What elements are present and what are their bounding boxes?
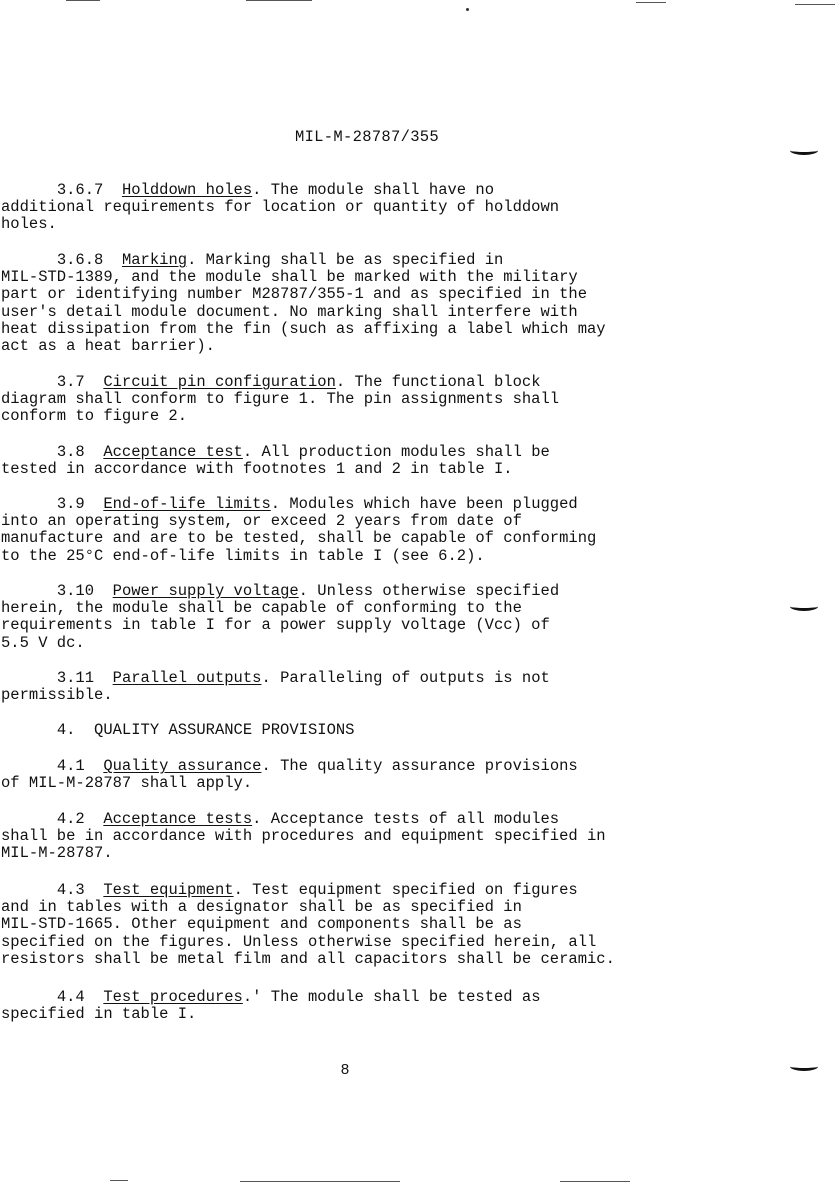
section-number: 3.6.8 [56,251,104,269]
section-title: Parallel outputs [112,669,262,687]
scan-mark [795,4,835,5]
section-number: 3.9 [56,495,85,513]
text-line: . The functional block [335,373,541,391]
scan-dot [466,8,469,11]
section-number: 4.1 [56,757,85,775]
text-line: act as a heat barrier). [1,337,215,356]
scan-mark [560,1181,630,1182]
text-line: . All production modules shall be [242,443,550,461]
section-title: Circuit pin configuration [103,373,336,391]
page-number: 8 [340,1062,350,1079]
section-title: Test equipment [103,881,234,899]
section-title: Acceptance test [103,443,243,461]
text-line: of MIL-M-28787 shall apply. [1,774,253,793]
text-line: MIL-M-28787. [1,844,113,863]
scan-mark [636,2,666,3]
binder-hole-mark [790,602,818,611]
section-3-11 [1,670,761,704]
section-3-10 [1,583,761,652]
text-line: MIL-STD-1665. Other equipment and components shall be as [1,915,522,934]
section-number: 3.6.7 [56,181,104,199]
text-line: . Acceptance tests of all modules [252,810,560,828]
text-line: MIL-STD-1389, and the module shall be marked with the military [1,268,578,287]
section-3-7 [1,374,761,426]
section-number: 3.11 [56,669,95,687]
text-line: tested in accordance with footnotes 1 and 2 in table I. [1,460,513,479]
text-line: heat dissipation from the fin (such as affixing a label which may [1,319,606,338]
section-number: 3.7 [56,373,85,391]
text-line: specified on the figures. Unless otherwise specified herein, all [1,932,597,951]
section-4-1 [1,758,761,792]
text-line: resistors shall be metal film and all capacitors shall be ceramic. [1,949,615,968]
text-line: shall be in accordance with procedures and equipment specified in [1,827,606,846]
section-3-6-7 [1,182,761,234]
text-line: to the 25°C end-of-life limits in table I (see 6.2). [1,546,485,565]
document-id-header: MIL-M-28787/355 [294,128,440,146]
section-title: Quality assurance [103,757,262,775]
text-line: holes. [1,215,57,234]
section-title: Test procedures [103,988,243,1006]
text-line: requirements in table I for a power supply voltage (Vcc) of [1,616,550,635]
text-line: manufacture and are to be tested, shall be capable of conforming [1,529,597,548]
text-line: . Unless otherwise specified [298,582,560,600]
section-4-2 [1,811,761,863]
section-title: Power supply voltage [112,582,299,600]
text-line: part or identifying number M28787/355-1 and as specified in the [1,285,587,304]
section-title: End-of-life limits [103,495,271,513]
section-3-9 [1,496,761,565]
text-line: . Test equipment specified on figures [233,881,578,899]
section-number: 4.4 [56,988,85,1006]
section-4-3 [1,882,761,968]
section-3-6-8 [1,252,761,355]
text-line: 5.5 V dc. [1,633,85,652]
text-line: .' The module shall be tested as [242,988,541,1006]
text-line: . Paralleling of outputs is not [261,669,550,687]
text-line: into an operating system, or exceed 2 years from date of [1,512,522,531]
binder-hole-mark [790,1062,818,1071]
section-title: Marking [121,251,188,269]
text-line: conform to figure 2. [1,407,188,426]
section-number: 4.2 [56,810,85,828]
section-number: 3.8 [56,443,85,461]
scan-mark [246,0,312,1]
section-4-4 [1,989,761,1023]
text-line: . The quality assurance provisions [261,757,578,775]
section-3-8 [1,444,761,478]
text-line: user's detail module document. No marking shall interfere with [1,302,578,321]
scan-mark [110,1180,128,1181]
scan-mark [240,1181,400,1182]
section-heading: QUALITY ASSURANCE PROVISIONS [94,721,355,739]
text-line: additional requirements for location or quantity of holddown [1,198,560,217]
section-title: Acceptance tests [103,810,253,828]
text-line: herein, the module shall be capable of conforming to the [1,599,522,618]
text-line: permissible. [1,686,113,705]
section-4-heading [1,722,761,739]
section-number: 3.10 [56,582,95,600]
text-line: diagram shall conform to figure 1. The pin assignments shall [1,390,560,409]
text-line: . Modules which have been plugged [270,495,578,513]
section-title: Holddown holes [121,181,253,199]
text-line: . The module shall have no [252,181,495,199]
binder-hole-mark [790,146,818,155]
text-line: specified in table I. [1,1005,197,1024]
section-number: 4. [56,721,76,739]
text-line: and in tables with a designator shall be as specified in [1,898,522,917]
text-line: . Marking shall be as specified in [187,251,504,269]
scan-mark [66,0,100,1]
section-number: 4.3 [56,881,85,899]
